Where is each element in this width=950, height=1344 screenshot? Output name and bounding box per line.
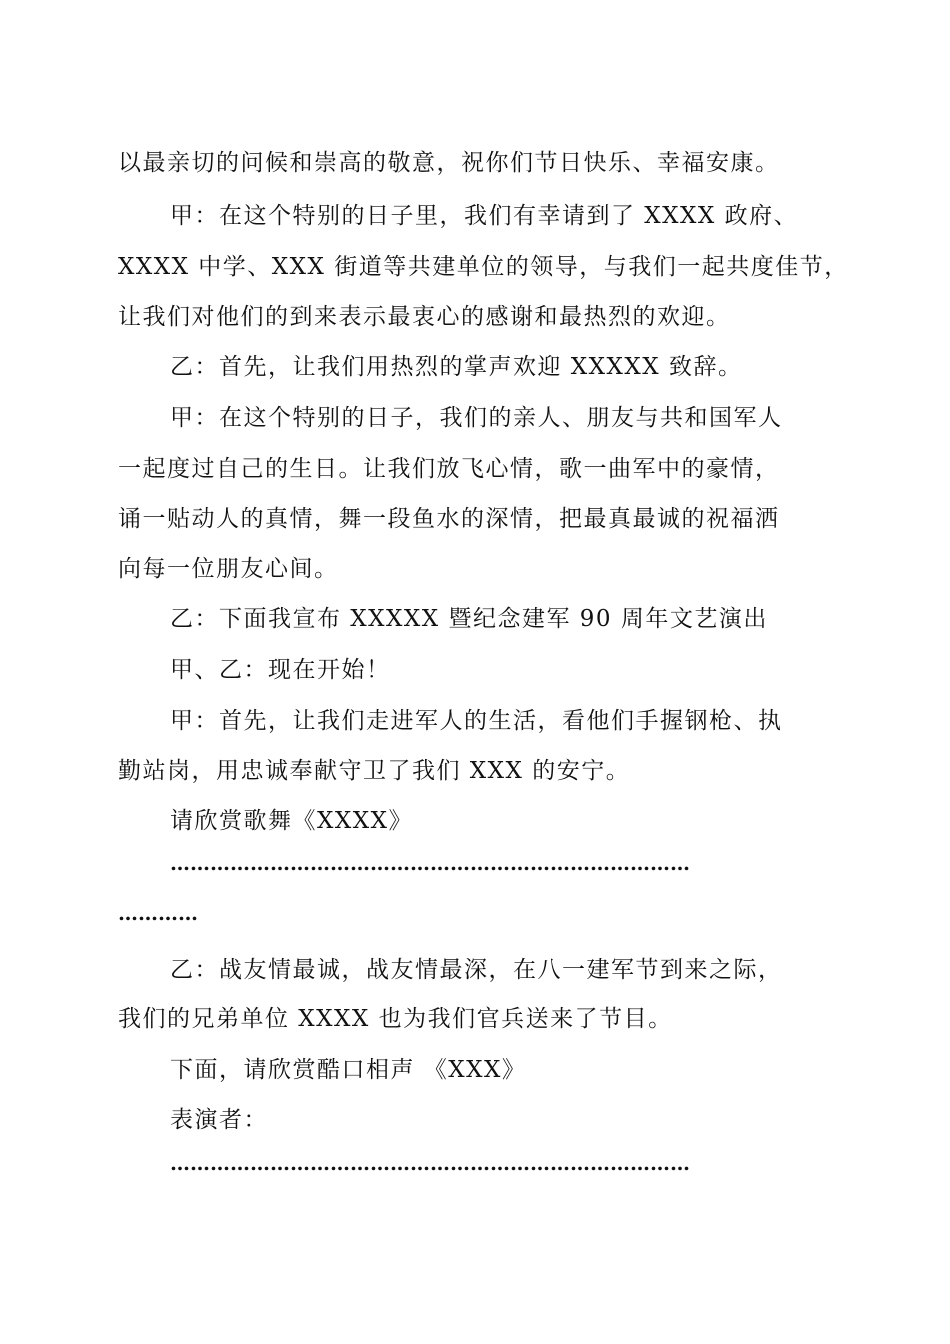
paragraph-line: 乙：下面我宣布 XXXXX 暨纪念建军 90 周年文艺演出 <box>170 606 768 632</box>
dotted-separator: …………………………………………………………………… <box>170 851 690 875</box>
paragraph-line: 下面，请欣赏酷口相声 《XXX》 <box>170 1057 527 1083</box>
paragraph-line: 诵一贴动人的真情，舞一段鱼水的深情，把最真最诚的祝福洒 <box>118 506 780 532</box>
paragraph-line: 甲、乙：现在开始！ <box>170 657 391 683</box>
paragraph-line: 表演者： <box>170 1107 268 1133</box>
paragraph-line: 一起度过自己的生日。让我们放飞心情，歌一曲军中的豪情， <box>118 456 780 482</box>
dotted-separator: …………………………………………………………………… <box>170 1151 690 1175</box>
paragraph-line: 乙：首先，让我们用热烈的掌声欢迎 XXXXX 致辞。 <box>170 354 743 380</box>
paragraph-line: 我们的兄弟单位 XXXX 也为我们官兵送来了节目。 <box>118 1006 673 1032</box>
paragraph-line: 请欣赏歌舞《XXXX》 <box>170 808 413 834</box>
paragraph-line: 以最亲切的问候和崇高的敬意，祝你们节日快乐、幸福安康。 <box>118 150 780 176</box>
paragraph-line: 向每一位朋友心间。 <box>118 556 339 582</box>
paragraph-line: 勤站岗，用忠诚奉献守卫了我们 XXX 的安宁。 <box>118 758 631 784</box>
paragraph-line: XXXX 中学、XXX 街道等共建单位的领导，与我们一起共度佳节， <box>118 254 849 280</box>
paragraph-line: 甲：在这个特别的日子，我们的亲人、朋友与共和国军人 <box>170 405 783 431</box>
paragraph-line: 甲：在这个特别的日子里，我们有幸请到了 XXXX 政府、 <box>170 203 799 229</box>
paragraph-line: 甲：首先，让我们走进军人的生活，看他们手握钢枪、执 <box>170 708 783 734</box>
dotted-separator: ………… <box>118 901 198 925</box>
paragraph-line: 乙：战友情最诚，战友情最深，在八一建军节到来之际， <box>170 957 783 983</box>
paragraph-line: 让我们对他们的到来表示最衷心的感谢和最热烈的欢迎。 <box>118 304 731 330</box>
